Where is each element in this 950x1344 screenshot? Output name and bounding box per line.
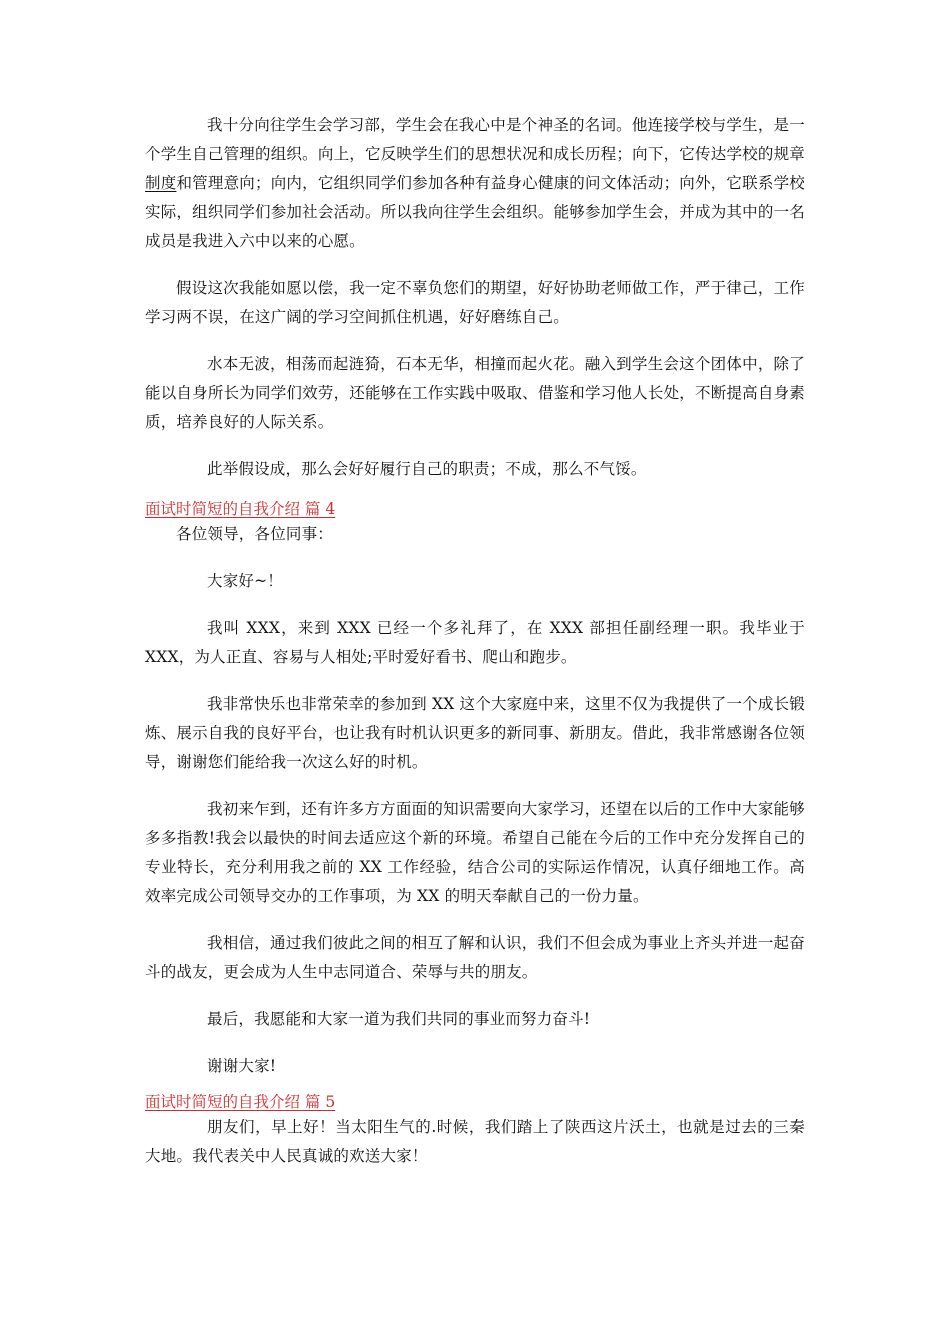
paragraph-newcomer: 我初来乍到，还有许多方方面面的知识需要向大家学习，还望在以后的工作中大家能够多多指教!我会以最快的时间去适应这个新的环境。希望自己能在今后的工作中充分发挥自己的专业特长，充分利用我之前的 XX 工作经验，结合公司的实际运作情况，认真仔细地工作。高效率完成公司领导交办的工作事项，为 XX 的明天奉献自己的一份力量。	[145, 800, 805, 905]
paragraph-text: 和管理意向；向内，它组织同学们参加各种有益身心健康的问文体活动；向外，它联系学校实际，组织同学们参加社会活动。所以我向往学生会组织。能够参加学生会，并成为其中的一名成员是我进入六中以来的心愿。	[145, 174, 805, 250]
paragraph-happy: 我非常快乐也非常荣幸的参加到 XX 这个大家庭中来，这里不仅为我提供了一个成长锻炼、展示自我的良好平台，也让我有时机认识更多的新同事、新朋友。借此，我非常感谢各位领导，谢谢您们能给我一次这么好的时机。	[145, 695, 805, 771]
paragraph-intro: 我叫 XXX，来到 XXX 已经一个多礼拜了，在 XXX 部担任副经理一职。我毕业于 XXX，为人正直、容易与人相处;平时爱好看书、爬山和跑步。	[145, 619, 805, 666]
section-heading-5[interactable]: 面试时简短的自我介绍 篇 5	[145, 1093, 336, 1111]
section-heading-4[interactable]: 面试时简短的自我介绍 篇 4	[145, 500, 336, 518]
paragraph-study-department	[145, 111, 805, 256]
paragraph-finally: 最后，我愿能和大家一道为我们共同的事业而努力奋斗!	[207, 1010, 591, 1028]
paragraph-thanks: 谢谢大家!	[207, 1057, 277, 1075]
paragraph-team: 水本无波，相荡而起涟猗，石本无华，相撞而起火花。融入到学生会这个团体中，除了能以自身所长为同学们效劳，还能够在工作实践中吸取、借鉴和学习他人长处，不断提高自身素质，培养良好的人际关系。	[145, 355, 805, 431]
paragraph-greeting: 各位领导，各位同事：	[176, 525, 334, 543]
paragraph-hello: 大家好~！	[207, 572, 283, 590]
paragraph-promise: 假设这次我能如愿以偿，我一定不辜负您们的期望，好好协助老师做工作，严于律己，工作学习两不误，在这广阔的学习空间抓住机遇，好好磨练自己。	[145, 279, 805, 326]
document-page	[145, 111, 805, 1171]
paragraph-closing: 此举假设成，那么会好好履行自己的职责；不成，那么不气馁。	[207, 460, 647, 478]
paragraph-friends: 朋友们，早上好！当太阳生气的.时候，我们踏上了陕西这片沃土，也就是过去的三秦大地。我代表关中人民真诚的欢送大家！	[145, 1118, 805, 1165]
paragraph-believe: 我相信，通过我们彼此之间的相互了解和认识，我们不但会成为事业上齐头并进一起奋斗的战友，更会成为人生中志同道合、荣辱与共的朋友。	[145, 934, 805, 981]
underlined-word: 制度	[145, 174, 177, 192]
paragraph-text: 我十分向往学生会学习部，学生会在我心中是个神圣的名词。他连接学校与学生，是一个学生自己管理的组织。向上，它反映学生们的思想状况和成长历程；向下，它传达学校的规章	[145, 116, 805, 163]
